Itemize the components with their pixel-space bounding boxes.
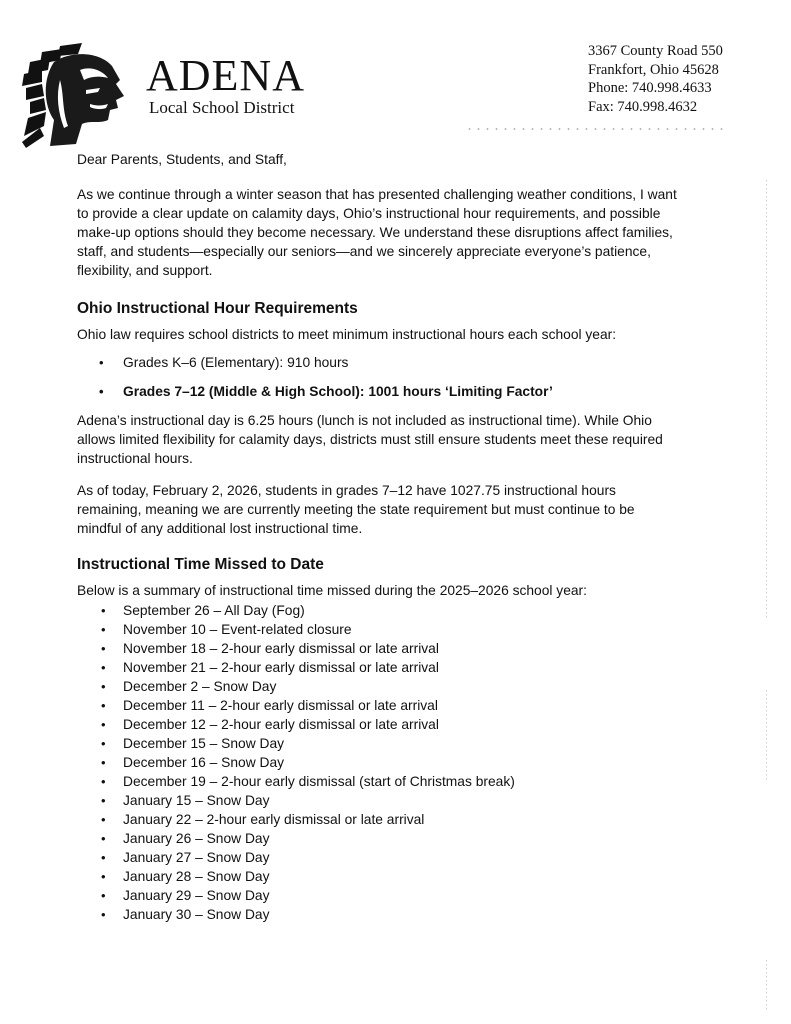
address-street: 3367 County Road 550	[588, 43, 723, 59]
section-heading-missed-time: Instructional Time Missed to Date	[77, 556, 324, 573]
list-item: • December 19 – 2-hour early dismissal (start of Christmas break)	[77, 772, 677, 791]
scan-artifact	[766, 690, 767, 780]
list-item: • January 28 – Snow Day	[77, 867, 677, 886]
list-item: • December 11 – 2-hour early dismissal or late arrival	[77, 696, 677, 715]
district-address	[588, 42, 723, 116]
scan-artifact	[766, 960, 767, 1010]
list-item: • September 26 – All Day (Fog)	[77, 601, 677, 620]
intro-paragraph: As we continue through a winter season that has presented challenging weather conditions, I want to provide a clear update on calamity days, Ohio’s instructional hour requirements, and possible make-up options should they become necessary. We understand these disruptions affect families, staff, and students—especially our seniors—and we sincerely appreciate everyone’s patience, flexibility, and support.	[77, 187, 677, 278]
requirements-lead: Ohio law requires school districts to meet minimum instructional hours each school year:	[77, 327, 617, 342]
address-fax: Fax: 740.998.4632	[588, 98, 698, 115]
address-phone: Phone: 740.998.4633	[588, 80, 712, 96]
list-item: • December 15 – Snow Day	[77, 734, 677, 753]
address-city: Frankfort, Ohio 45628	[588, 61, 719, 78]
letterhead-divider	[465, 128, 727, 130]
list-item: • January 15 – Snow Day	[77, 791, 677, 810]
district-subtitle: Local School District	[149, 98, 295, 117]
letter-body	[77, 150, 677, 924]
district-name: ADENA	[146, 51, 305, 100]
list-item: • January 27 – Snow Day	[77, 848, 677, 867]
chief-logo-icon	[20, 40, 132, 150]
list-item: • November 21 – 2-hour early dismissal or late arrival	[77, 658, 677, 677]
scan-artifact	[766, 180, 767, 620]
list-item: • Grades 7–12 (Middle & High School): 1001 hours ‘Limiting Factor’	[77, 382, 677, 401]
list-item: • December 16 – Snow Day	[77, 753, 677, 772]
list-item: • December 12 – 2-hour early dismissal or late arrival	[77, 715, 677, 734]
list-item: • December 2 – Snow Day	[77, 677, 677, 696]
list-item: • January 30 – Snow Day	[77, 905, 677, 924]
requirements-list	[77, 353, 677, 401]
instructional-day-paragraph: Adena’s instructional day is 6.25 hours (lunch is not included as instructional time). While Ohio allows limited flexibility for calamity days, districts must still ensure students meet these required instructional hours.	[77, 413, 663, 466]
list-item: • January 29 – Snow Day	[77, 886, 677, 905]
list-item: • November 10 – Event-related closure	[77, 620, 677, 639]
missed-time-lead: Below is a summary of instructional time missed during the 2025–2026 school year:	[77, 583, 587, 598]
list-item: • January 22 – 2-hour early dismissal or late arrival	[77, 810, 677, 829]
section-heading-requirements: Ohio Instructional Hour Requirements	[77, 300, 358, 317]
list-item: • November 18 – 2-hour early dismissal or late arrival	[77, 639, 677, 658]
list-item: • Grades K–6 (Elementary): 910 hours	[77, 353, 677, 372]
missed-time-list	[77, 601, 677, 924]
greeting: Dear Parents, Students, and Staff,	[77, 152, 287, 167]
list-item: • January 26 – Snow Day	[77, 829, 677, 848]
hours-remaining-paragraph: As of today, February 2, 2026, students in grades 7–12 have 1027.75 instructional hours remaining, meaning we are currently meeting the state requirement but must continue to be mindful of any additional lost instructional time.	[77, 483, 635, 536]
